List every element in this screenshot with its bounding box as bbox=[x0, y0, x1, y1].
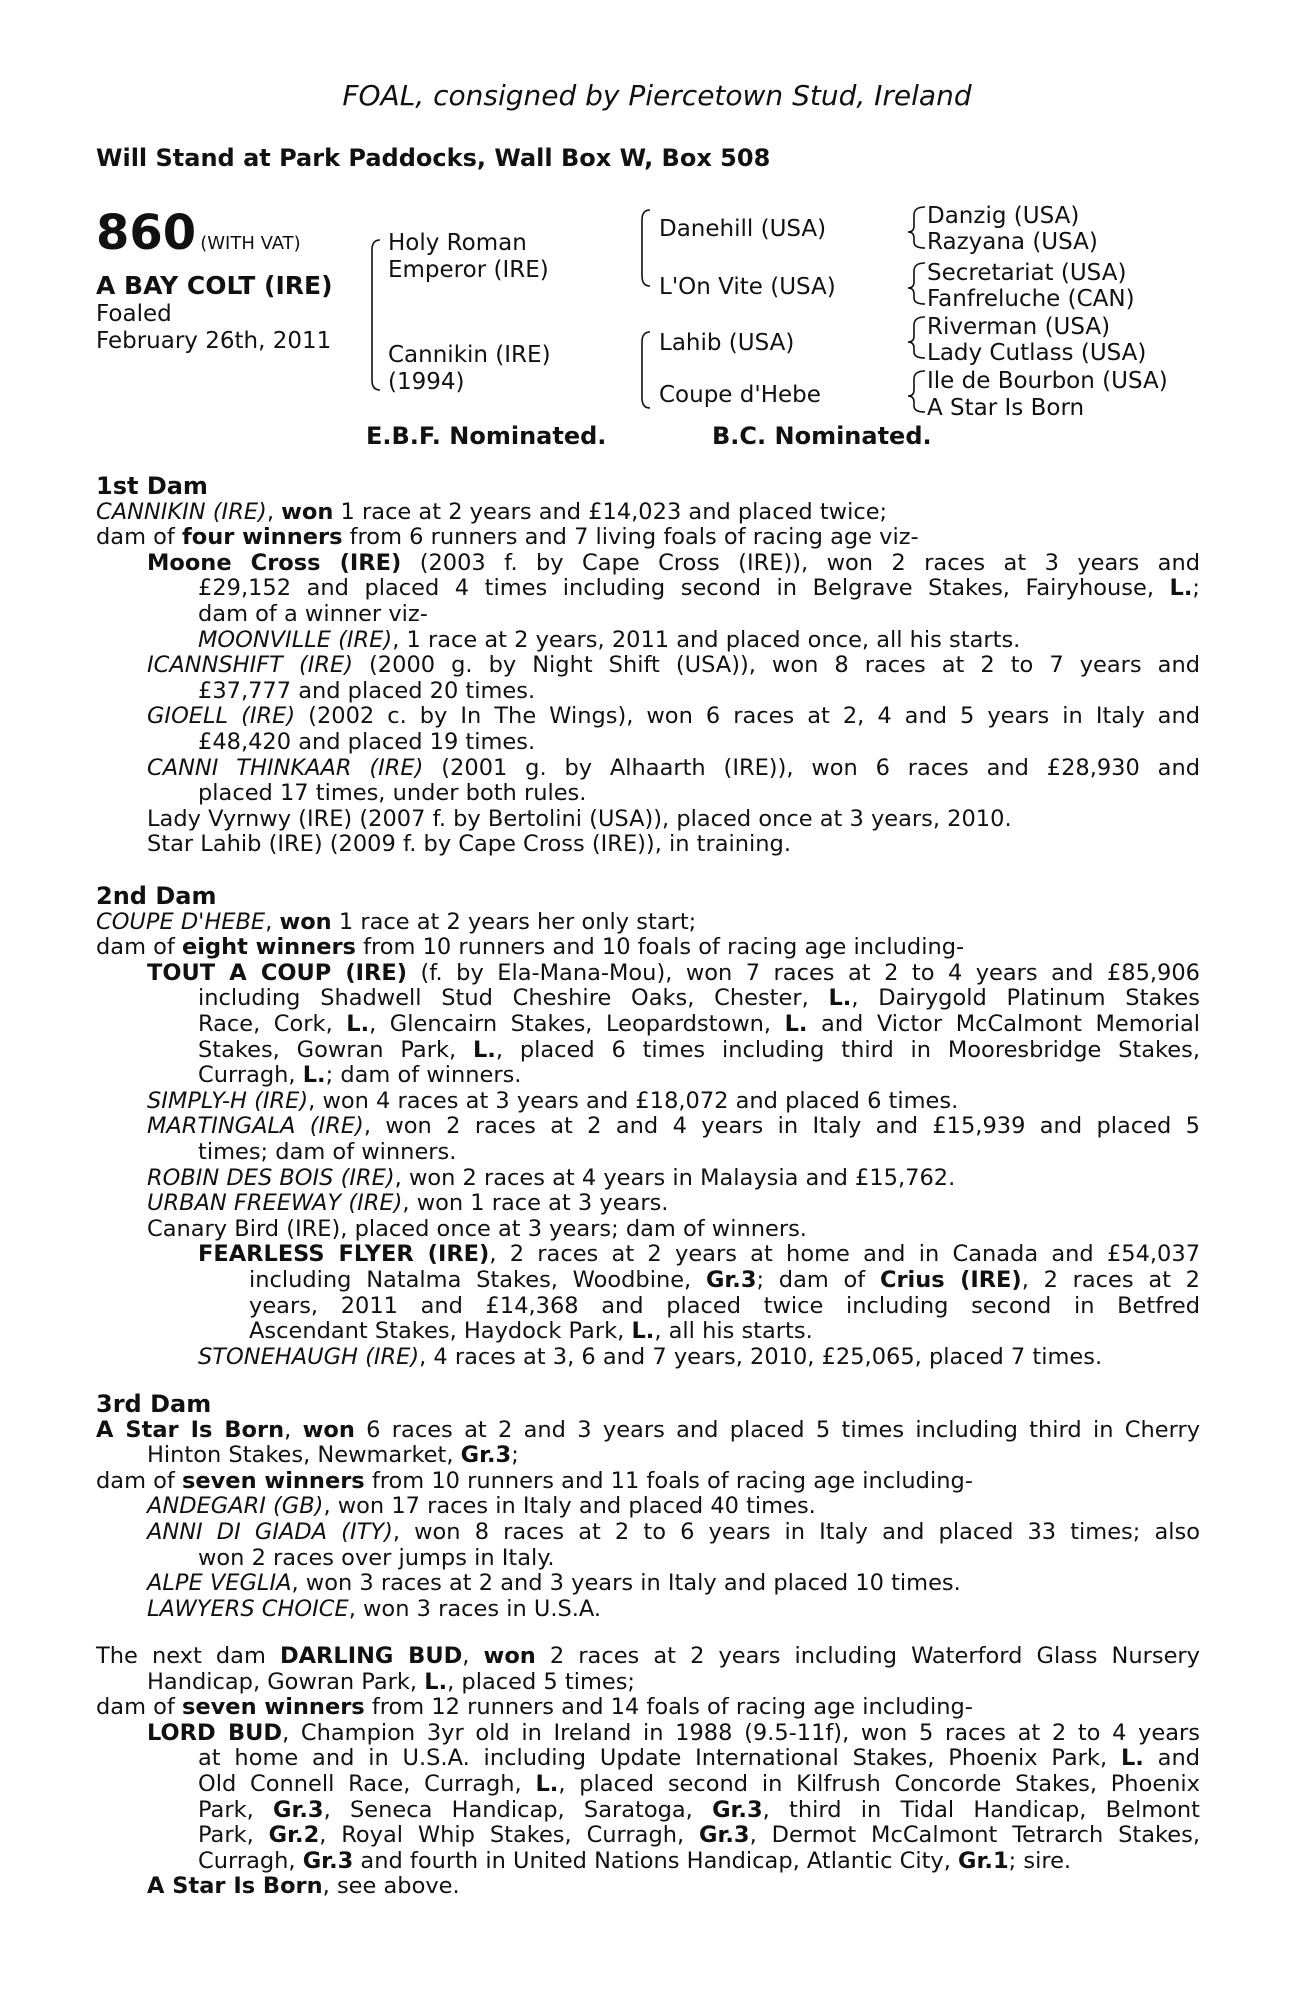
text-segment: Old Connell Race, Curragh, bbox=[198, 1770, 536, 1797]
sire-sire: Danehill (USA) bbox=[659, 216, 827, 242]
consignment-heading: FOAL, consigned by Piercetown Stud, Ireland bbox=[342, 79, 972, 112]
dam-line-2: (1994) bbox=[388, 369, 465, 395]
dam-dam: Coupe d'Hebe bbox=[659, 382, 821, 408]
text-line bbox=[198, 1823, 1200, 1849]
text-segment: dam of bbox=[96, 1694, 182, 1721]
text-segment: L. bbox=[535, 1770, 559, 1797]
text-line bbox=[147, 1597, 1200, 1623]
third-dam-heading: 3rd Dam bbox=[96, 1390, 212, 1418]
text-line bbox=[147, 1670, 1200, 1696]
text-line bbox=[198, 1345, 1200, 1371]
text-line bbox=[147, 1494, 1200, 1520]
text-segment: Curragh, bbox=[198, 1847, 303, 1874]
text-segment: and bbox=[1143, 1745, 1200, 1772]
text-line bbox=[96, 1469, 1200, 1495]
text-segment: , Champion 3yr old in Ireland in 1988 (9.5-11f), won 5 races at 2 to 4 years bbox=[282, 1719, 1200, 1746]
horse-name: LAWYERS CHOICE bbox=[147, 1595, 349, 1622]
text-segment: , 1 race at 2 years, 2011 and placed once, all his starts. bbox=[392, 626, 1021, 653]
text-segment: including Shadwell Stud Cheshire Oaks, Chester, bbox=[198, 985, 829, 1012]
text-line: Lady Vyrnwy (IRE) (2007 f. by Bertolini (USA)), placed once at 3 years, 2010. bbox=[147, 805, 1012, 832]
ebf-nominated: E.B.F. Nominated. bbox=[366, 422, 607, 450]
text-line: Canary Bird (IRE), placed once at 3 years; dam of winners. bbox=[147, 1215, 807, 1242]
text-segment: L. bbox=[1169, 575, 1193, 602]
text-segment: 1 race at 2 years her only start; bbox=[331, 908, 697, 935]
text-segment: dam of bbox=[96, 524, 182, 551]
sire-dam: L'On Vite (USA) bbox=[659, 274, 836, 300]
horse-name: Crius (IRE) bbox=[879, 1266, 1022, 1293]
horse-name: SIMPLY-H (IRE) bbox=[147, 1087, 309, 1114]
text-segment: , see above. bbox=[322, 1873, 460, 1900]
lot-description: A BAY COLT (IRE) bbox=[96, 271, 333, 300]
text-segment: , won 17 races in Italy and placed 40 times. bbox=[323, 1493, 816, 1520]
text-segment: Gr.3 bbox=[705, 1266, 757, 1293]
text-segment: , placed 6 times including third in Mooresbridge Stakes, bbox=[495, 1036, 1200, 1063]
text-segment: won bbox=[281, 498, 334, 525]
dam-name: COUPE D'HEBE bbox=[96, 908, 266, 935]
horse-name: URBAN FREEWAY (IRE) bbox=[147, 1190, 403, 1217]
text-segment: , Royal Whip Stakes, Curragh, bbox=[319, 1822, 700, 1849]
text-segment: from 10 runners and 11 foals of racing age including- bbox=[364, 1467, 973, 1494]
second-dam-section bbox=[96, 884, 1200, 1370]
text-line bbox=[198, 576, 1200, 602]
text-line bbox=[147, 1166, 1200, 1192]
text-segment: The next dam bbox=[96, 1643, 280, 1669]
text-segment: , Glencairn Stakes, Leopardstown, bbox=[369, 1010, 785, 1037]
bc-nominated: B.C. Nominated. bbox=[712, 422, 932, 450]
horse-name: TOUT A COUP (IRE) bbox=[147, 959, 408, 986]
text-segment: dam of bbox=[96, 1467, 182, 1494]
text-segment: , Dairygold Platinum Stakes bbox=[851, 985, 1200, 1012]
sire bbox=[388, 230, 549, 284]
foaled-label: Foaled bbox=[96, 301, 172, 327]
third-dam-section bbox=[96, 1392, 1200, 1622]
text-segment: Curragh, bbox=[198, 1062, 303, 1089]
horse-name: ANDEGARI (GB) bbox=[147, 1493, 324, 1520]
text-line bbox=[147, 1520, 1200, 1546]
text-line bbox=[198, 1746, 1200, 1772]
horse-name: FEARLESS FLYER (IRE) bbox=[198, 1241, 490, 1268]
text-segment: Park, bbox=[198, 1822, 269, 1849]
text-line: £37,777 and placed 20 times. bbox=[198, 677, 536, 704]
text-segment: L. bbox=[784, 1010, 808, 1037]
text-line bbox=[249, 1268, 1200, 1294]
text-segment: ; dam of winners. bbox=[325, 1062, 522, 1089]
text-segment: Race, Cork, bbox=[198, 1010, 347, 1037]
text-line bbox=[147, 1443, 1200, 1469]
text-segment: Stakes, Gowran Park, bbox=[198, 1036, 473, 1063]
horse-name: ALPE VEGLIA bbox=[147, 1570, 292, 1597]
text-segment: ; bbox=[1192, 575, 1200, 602]
text-segment: , won 2 races at 2 and 4 years in Italy and £15,939 and placed 5 bbox=[363, 1113, 1200, 1140]
text-line bbox=[147, 1571, 1200, 1597]
text-segment: dam of bbox=[96, 934, 182, 961]
text-segment: L. bbox=[472, 1036, 496, 1063]
text-segment: Gr.3 bbox=[712, 1796, 763, 1823]
text-line bbox=[96, 910, 1200, 936]
text-segment: including Natalma Stakes, Woodbine, bbox=[249, 1266, 706, 1293]
text-segment: , won 8 races at 2 to 6 years in Italy and placed 33 times; also bbox=[392, 1518, 1201, 1545]
text-segment: , won 4 races at 3 years and £18,072 and placed 6 times. bbox=[308, 1087, 959, 1114]
text-segment: L. bbox=[346, 1010, 370, 1037]
text-segment: Hinton Stakes, Newmarket, bbox=[147, 1442, 461, 1469]
text-segment: ; bbox=[511, 1442, 519, 1469]
text-segment: ; sire. bbox=[1008, 1847, 1072, 1874]
text-line bbox=[147, 756, 1200, 782]
vat-note: (WITH VAT) bbox=[200, 233, 301, 254]
second-dam-heading: 2nd Dam bbox=[96, 882, 217, 910]
text-line bbox=[198, 986, 1200, 1012]
text-segment: , placed 5 times; bbox=[447, 1668, 636, 1695]
text-segment: , bbox=[284, 1416, 303, 1443]
text-segment: , 2 races at 2 years at home and in Canada and £54,037 bbox=[489, 1241, 1201, 1268]
text-line bbox=[96, 1418, 1200, 1444]
sire-dam-sire: Secretariat (USA) bbox=[927, 260, 1127, 286]
text-segment: Park, bbox=[198, 1796, 274, 1823]
text-segment: won bbox=[483, 1643, 536, 1669]
text-segment: , won 3 races in U.S.A. bbox=[348, 1595, 602, 1622]
text-segment: four winners bbox=[181, 524, 343, 551]
text-segment: eight winners bbox=[181, 934, 356, 961]
foaled-date: February 26th, 2011 bbox=[96, 328, 332, 354]
lot-number: 860 bbox=[96, 205, 197, 261]
dam-sire-dam: Lady Cutlass (USA) bbox=[927, 340, 1147, 366]
text-line bbox=[198, 1012, 1200, 1038]
text-line bbox=[147, 1114, 1200, 1140]
text-segment: , won 1 race at 3 years. bbox=[402, 1190, 669, 1217]
first-dam-heading: 1st Dam bbox=[96, 472, 208, 500]
text-line bbox=[96, 500, 1200, 526]
text-line bbox=[96, 525, 1200, 551]
text-segment: (2000 g. by Night Shift (USA)), won 8 races at 2 to 7 years and bbox=[353, 652, 1200, 679]
text-line bbox=[198, 628, 1200, 654]
text-segment: , won 3 races at 2 and 3 years in Italy and placed 10 times. bbox=[291, 1570, 961, 1597]
text-line bbox=[198, 1849, 1200, 1875]
text-segment: ; dam of bbox=[756, 1266, 880, 1293]
text-segment: , bbox=[266, 498, 282, 525]
text-segment: Gr.2 bbox=[268, 1822, 320, 1849]
sire-line-2: Emperor (IRE) bbox=[388, 257, 549, 283]
text-line bbox=[147, 551, 1200, 577]
text-line bbox=[147, 1874, 1200, 1900]
text-segment: Gr.3 bbox=[273, 1796, 324, 1823]
text-line bbox=[198, 1772, 1200, 1798]
text-segment: seven winners bbox=[181, 1694, 365, 1721]
text-line bbox=[147, 961, 1200, 987]
sire-line-1: Holy Roman bbox=[388, 230, 527, 256]
text-segment: , Dermot McCalmont Tetrarch Stakes, bbox=[749, 1822, 1200, 1849]
text-segment: 6 races at 2 and 3 years and placed 5 times including third in Cherry bbox=[354, 1416, 1201, 1443]
text-segment: L. bbox=[828, 985, 852, 1012]
text-segment: 2 races at 2 years including Waterford Glass Nursery bbox=[535, 1643, 1200, 1669]
text-segment: , bbox=[462, 1643, 484, 1669]
text-line: placed 17 times, under both rules. bbox=[198, 780, 587, 807]
horse-name: A Star Is Born bbox=[147, 1873, 323, 1900]
text-line: dam of a winner viz- bbox=[198, 600, 428, 627]
text-segment: Ascendant Stakes, Haydock Park, bbox=[249, 1318, 632, 1345]
dam-line-1: Cannikin (IRE) bbox=[388, 342, 551, 368]
horse-name: STONEHAUGH (IRE) bbox=[198, 1343, 420, 1370]
text-line bbox=[147, 1191, 1200, 1217]
text-segment: Gr.3 bbox=[699, 1822, 750, 1849]
text-segment: from 6 runners and 7 living foals of racing age viz- bbox=[342, 524, 919, 551]
text-segment: Gr.1 bbox=[958, 1847, 1009, 1874]
horse-name: ICANNSHIFT (IRE) bbox=[147, 652, 353, 679]
text-line: Star Lahib (IRE) (2009 f. by Cape Cross (IRE)), in training. bbox=[147, 831, 791, 858]
dam-sire: Lahib (USA) bbox=[659, 330, 795, 356]
horse-name: LORD BUD bbox=[147, 1719, 283, 1746]
text-segment: from 12 runners and 14 foals of racing age including- bbox=[364, 1694, 973, 1721]
text-line bbox=[249, 1319, 1200, 1345]
horse-name: MOONVILLE (IRE) bbox=[198, 626, 393, 653]
text-line bbox=[198, 1038, 1200, 1064]
text-segment: Gr.3 bbox=[460, 1442, 512, 1469]
sire-sire-dam: Razyana (USA) bbox=[927, 229, 1098, 255]
text-segment: won bbox=[302, 1416, 355, 1443]
horse-name: GIOELL (IRE) bbox=[147, 703, 296, 730]
text-segment: , won 2 races at 4 years in Malaysia and £15,762. bbox=[394, 1164, 956, 1191]
text-line bbox=[147, 653, 1200, 679]
text-segment: L. bbox=[424, 1668, 448, 1695]
text-line bbox=[96, 1695, 1200, 1721]
next-dam-section bbox=[96, 1644, 1200, 1900]
text-segment: , all his starts. bbox=[654, 1318, 813, 1345]
text-segment: and fourth in United Nations Handicap, Atlantic City, bbox=[353, 1847, 959, 1874]
dam-name: DARLING BUD bbox=[279, 1643, 463, 1669]
text-segment: (2002 c. by In The Wings), won 6 races at 2, 4 and 5 years in Italy and bbox=[295, 703, 1200, 730]
text-segment: from 10 runners and 10 foals of racing age including- bbox=[355, 934, 965, 961]
text-line: times; dam of winners. bbox=[198, 1138, 457, 1165]
text-segment: , 2 races at 2 bbox=[1021, 1266, 1200, 1293]
text-segment: Handicap, Gowran Park, bbox=[147, 1668, 425, 1695]
text-segment: at home and in U.S.A. including Update International Stakes, Phoenix Park, bbox=[198, 1745, 1121, 1772]
text-line: won 2 races over jumps in Italy. bbox=[198, 1544, 555, 1571]
text-segment: , bbox=[265, 908, 280, 935]
text-segment: , third in Tidal Handicap, Belmont bbox=[762, 1796, 1200, 1823]
text-segment: , placed second in Kilfrush Concorde Stakes, Phoenix bbox=[558, 1770, 1201, 1797]
dam-sire-sire: Riverman (USA) bbox=[927, 314, 1111, 340]
text-segment: 1 race at 2 years and £14,023 and placed twice; bbox=[333, 498, 888, 525]
horse-name: CANNI THINKAAR (IRE) bbox=[147, 754, 424, 781]
dam-dam-dam: A Star Is Born bbox=[927, 395, 1085, 421]
horse-name: Moone Cross (IRE) bbox=[147, 549, 402, 576]
stand-location: Will Stand at Park Paddocks, Wall Box W, Box 508 bbox=[96, 144, 771, 172]
dam bbox=[388, 342, 551, 396]
text-segment: won bbox=[279, 908, 332, 935]
sire-dam-dam: Fanfreluche (CAN) bbox=[927, 286, 1135, 312]
text-line bbox=[147, 1089, 1200, 1115]
text-line bbox=[147, 704, 1200, 730]
sire-sire-sire: Danzig (USA) bbox=[927, 203, 1080, 229]
text-line bbox=[147, 1721, 1200, 1747]
text-segment: L. bbox=[1120, 1745, 1144, 1772]
dam-name: A Star Is Born bbox=[96, 1416, 285, 1443]
text-segment: L. bbox=[302, 1062, 326, 1089]
text-line bbox=[96, 935, 1200, 961]
text-segment: and Victor McCalmont Memorial bbox=[807, 1010, 1200, 1037]
dam-name: CANNIKIN (IRE) bbox=[96, 498, 267, 525]
text-segment: Gr.3 bbox=[302, 1847, 354, 1874]
text-segment: , 4 races at 3, 6 and 7 years, 2010, £25,065, placed 7 times. bbox=[419, 1343, 1103, 1370]
horse-name: MARTINGALA (IRE) bbox=[147, 1113, 364, 1140]
text-line bbox=[198, 1798, 1200, 1824]
horse-name: ANNI DI GIADA (ITY) bbox=[147, 1518, 393, 1545]
first-dam-section bbox=[96, 474, 1200, 858]
text-segment: (f. by Ela-Mana-Mou), won 7 races at 2 to 4 years and £85,906 bbox=[407, 959, 1200, 986]
text-segment: (2001 g. by Alhaarth (IRE)), won 6 races and £28,930 and bbox=[423, 754, 1200, 781]
text-segment: (2003 f. by Cape Cross (IRE)), won 2 races at 3 years and bbox=[401, 549, 1200, 576]
text-line bbox=[96, 1644, 1200, 1670]
text-segment: seven winners bbox=[181, 1467, 365, 1494]
text-segment: £29,152 and placed 4 times including second in Belgrave Stakes, Fairyhouse, bbox=[198, 575, 1170, 602]
text-line: years, 2011 and £14,368 and placed twice including second in Betfred bbox=[249, 1292, 1200, 1319]
text-segment: , Seneca Handicap, Saratoga, bbox=[323, 1796, 713, 1823]
text-line: £48,420 and placed 19 times. bbox=[198, 728, 536, 755]
text-segment: L. bbox=[631, 1318, 655, 1345]
dam-dam-sire: Ile de Bourbon (USA) bbox=[927, 368, 1168, 394]
text-line bbox=[198, 1242, 1200, 1268]
horse-name: ROBIN DES BOIS (IRE) bbox=[147, 1164, 395, 1191]
text-line bbox=[198, 1063, 1200, 1089]
